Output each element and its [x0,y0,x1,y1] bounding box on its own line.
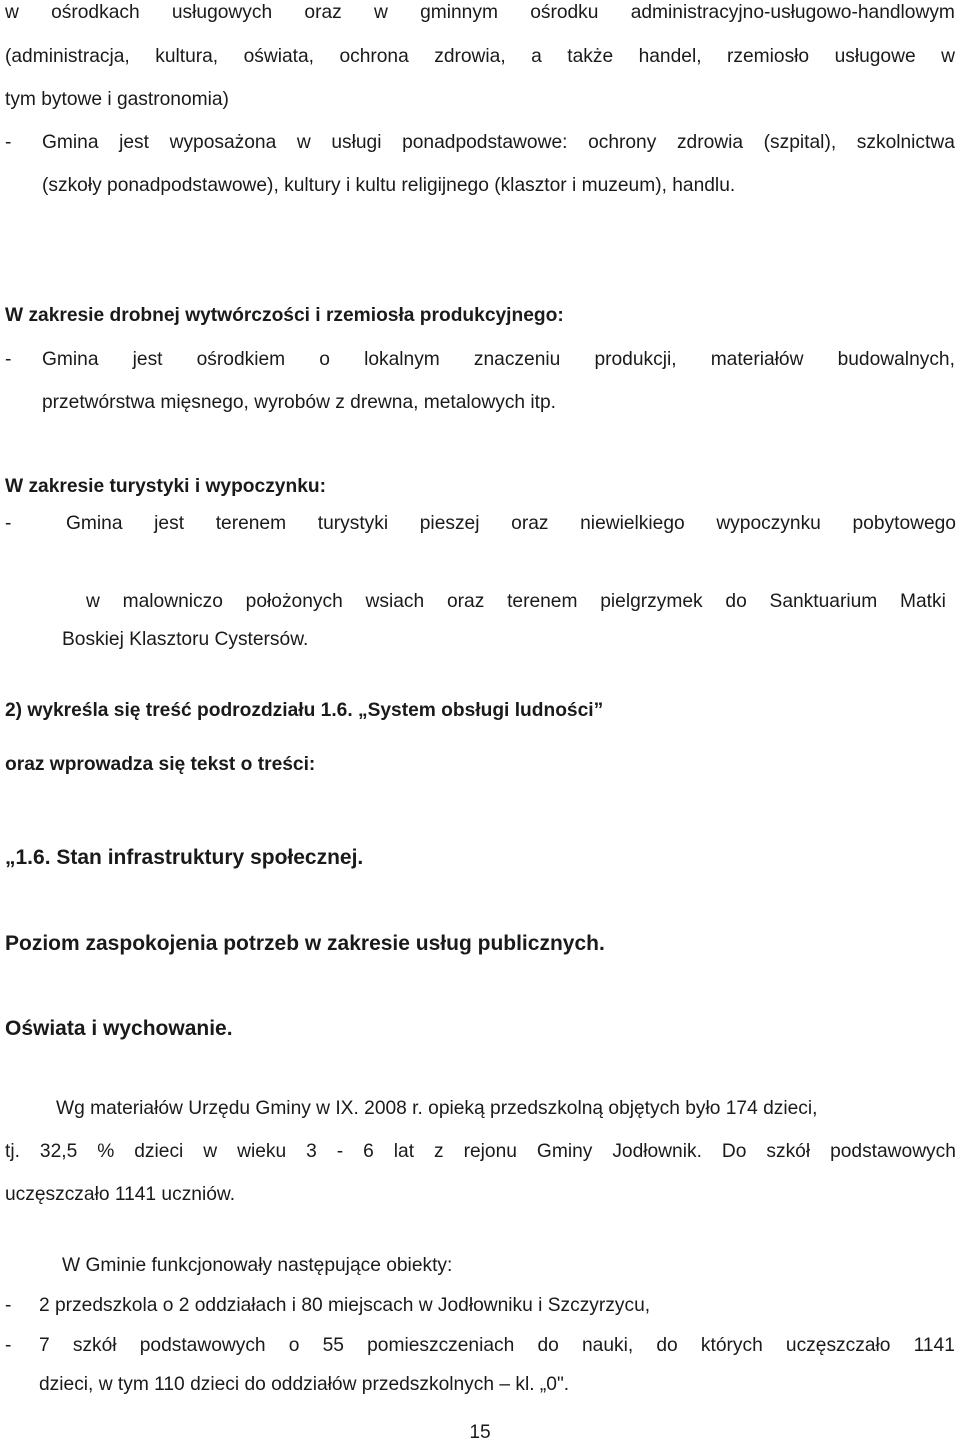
section-heading: W zakresie drobnej wytwórczości i rzemiosła produkcyjnego: [5,305,564,326]
word: usługowe [834,46,916,67]
subsection-heading: Oświata i wychowanie. [5,1017,233,1040]
word: ponadpodstawowe: [402,132,568,153]
text-line: przetwórstwa mięsnego, wyrobów z drewna, metalowych itp. [42,392,557,413]
word: oraz [446,591,485,612]
list-dash: - [5,132,12,153]
word: lat [393,1141,415,1162]
word: zdrowia, [434,46,506,67]
word: rejonu [463,1141,517,1162]
word: szkół [766,1141,811,1162]
word: tj. [5,1141,20,1162]
word: do [725,591,747,612]
chapter-heading: „1.6. Stan infrastruktury społecznej. [5,846,364,869]
word: pieszej [419,513,480,534]
word: usługi [331,132,382,153]
word: rzemiosło [727,46,810,67]
text-line: uczęszczało 1141 uczniów. [5,1184,236,1205]
word: Gminy [536,1141,593,1162]
word: pobytowego [852,513,956,534]
word: - [336,1141,344,1162]
list-dash: - [5,349,12,370]
word: o [319,349,330,370]
word: ochrona [339,46,409,67]
text-line: tym bytowe i gastronomia) [5,89,229,110]
text-line: Boskiej Klasztoru Cystersów. [62,629,309,650]
word: Gmina [42,349,99,370]
word: produkcji, [594,349,677,370]
word: pomieszczeniach [367,1335,515,1356]
word: 1141 [913,1335,955,1356]
word: lokalnym [364,349,440,370]
text-line [39,1334,955,1358]
word: 32,5 [39,1141,78,1162]
page-number: 15 [469,1422,491,1443]
word: pielgrzymek [600,591,703,612]
word: 55 [322,1335,344,1356]
word: nauki, [582,1335,634,1356]
word: kultura, [155,46,219,67]
word: znaczeniu [473,349,561,370]
word: w [203,1141,218,1162]
subsection-heading: Poziom zaspokojenia potrzeb w zakresie usług publicznych. [5,932,605,955]
text-line [66,512,956,536]
word: jest [154,513,185,534]
word: do [656,1335,678,1356]
word: oświata, [243,46,314,67]
word: Matki [900,591,946,612]
word: których [700,1335,763,1356]
word: w [373,2,388,23]
word: w [86,591,100,612]
word: jest [119,132,149,153]
word: 3 [306,1141,317,1162]
text-line: (szkoły ponadpodstawowe), kultury i kultu religijnego (klasztor i muzeum), handlu. [42,175,736,196]
word: ośrodkach [51,2,140,23]
word: wieku [237,1141,287,1162]
word: Do [721,1141,747,1162]
text-line: W Gminie funkcjonowały następujące obiekty: [62,1255,453,1276]
word: 6 [363,1141,374,1162]
word: wyposażona [169,132,277,153]
word: z [434,1141,444,1162]
word: terenem [507,591,578,612]
word: a [531,46,542,67]
word: gminnym [420,2,498,23]
text-line [5,1140,956,1164]
section-heading: W zakresie turystyki i wypoczynku: [5,476,326,497]
word: do [537,1335,559,1356]
word: ochrony [588,132,657,153]
word: Gmina [42,132,99,153]
word: podstawowych [830,1141,956,1162]
word: oraz [304,2,342,23]
word: niewielkiego [580,513,685,534]
word: zdrowia [676,132,744,153]
word: administracyjno-usługowo-handlowym [630,2,955,23]
text-line [5,45,955,69]
word: także [567,46,614,67]
text-line: 2 przedszkola o 2 oddziałach i 80 miejscach w Jodłowniku i Szczyrzycu, [39,1295,651,1316]
list-dash: - [5,1335,12,1356]
text-line [86,590,946,614]
list-dash: - [5,1295,12,1316]
word: turystyki [317,513,389,534]
word: jest [132,349,163,370]
word: oraz [511,513,549,534]
text-line [42,131,955,155]
word: uczęszczało [785,1335,891,1356]
amendment-line: oraz wprowadza się tekst o treści: [5,754,316,775]
word: handel, [638,46,702,67]
word: usługowych [171,2,273,23]
text-line: Wg materiałów Urzędu Gminy w IX. 2008 r. opieką przedszkolną objętych było 174 dzieci, [56,1098,818,1119]
word: 7 [39,1335,50,1356]
word: w [5,2,19,23]
amendment-line: 2) wykreśla się treść podrozdziału 1.6. „System obsługi ludności” [5,700,604,721]
word: w [296,132,311,153]
word: budowalnych, [837,349,955,370]
word: o [288,1335,300,1356]
word: dzieci [134,1141,184,1162]
text-line [5,1,955,25]
word: malowniczo [122,591,223,612]
word: wypoczynku [716,513,821,534]
word: Sanktuarium [769,591,878,612]
word: w [941,46,955,67]
word: wsiach [365,591,425,612]
list-dash: - [5,513,12,534]
word: podstawowych [139,1335,266,1356]
word: szkół [72,1335,117,1356]
word: (szpital), [763,132,837,153]
word: materiałów [710,349,804,370]
word: ośrodkiem [196,349,286,370]
word: Gmina [66,513,123,534]
word: (administracja, [5,46,130,67]
word: Jodłownik. [612,1141,702,1162]
text-line: dzieci, w tym 110 dzieci do oddziałów przedszkolnych – kl. „0". [39,1374,570,1395]
text-line [42,348,955,372]
word: szkolnictwa [856,132,955,153]
word: ośrodku [530,2,599,23]
word: terenem [215,513,287,534]
word: położonych [245,591,343,612]
word: % [97,1141,115,1162]
